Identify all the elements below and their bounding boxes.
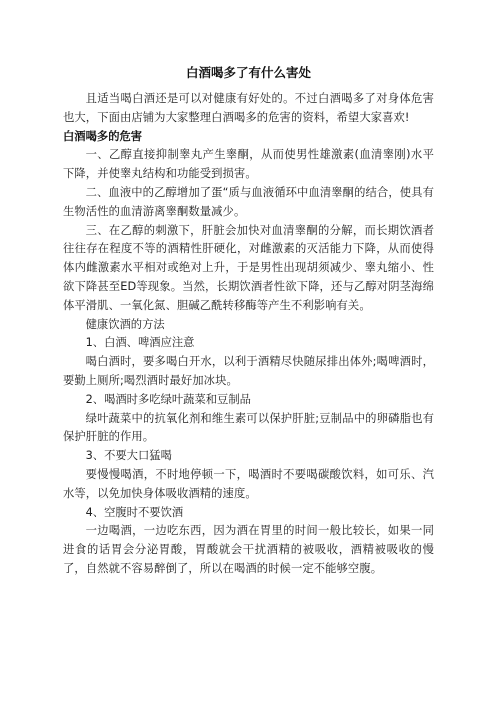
section-heading-methods: 健康饮酒的方法: [85, 317, 165, 331]
method-label-1: 1、白酒、啤酒应注意: [85, 336, 195, 350]
harm-paragraph-2: 二、血液中的乙醇增加了蛋“质与血液循环中血清睾酮的结合，使具有生物活性的血清游离睾酮数量减少。: [63, 185, 434, 218]
method-text-4: 一边喝酒，一边吃东西，因为酒在胃里的时间一般比较长，如果一同进食的话胃会分泌胃酸，胃酸就会干扰酒精的被吸收，酒精被吸收的慢了，自然就不容易醉倒了，所以在喝酒的时候一定不能够空腹。: [63, 524, 434, 575]
method-text-2: 绿叶蔬菜中的抗氧化剂和维生素可以保护肝脏;豆制品中的卵磷脂也有保护肝脏的作用。: [63, 411, 434, 444]
method-label-3: 3、不要大口猛喝: [85, 449, 172, 463]
method-text-3: 要慢慢喝酒，不时地停顿一下，喝酒时不要喝碳酸饮料，如可乐、汽水等，以免加快身体吸收酒精的速度。: [63, 467, 434, 500]
method-label-4: 4、空腹时不要饮酒: [85, 505, 184, 519]
document-title: 白酒喝多了有什么害处: [185, 65, 311, 80]
intro-paragraph: 且适当喝白酒还是可以对健康有好处的。不过白酒喝多了对身体危害也大，下面由店铺为大家整理白酒喝多的危害的资料，希望大家喜欢!: [63, 92, 434, 124]
harm-paragraph-3: 三、在乙醇的刺激下，肝脏会加快对血清睾酮的分解，而长期饮酒者往往存在程度不等的酒精性肝硬化，对雌激素的灭活能力下降，从而使得体内雌激素水平相对或绝对上升，于是男性出现胡须减少、睾丸缩小、性欲下降甚至ED等现象。当然，长期饮酒者性欲下降，还与乙醇对阴茎海绵体平滑肌、一氧化氮、胆碱乙酰转移酶等产生不利影响有关。: [63, 223, 434, 312]
section-heading-harms: 白酒喝多的危害: [63, 129, 143, 143]
harm-paragraph-1: 一、乙醇直接抑制睾丸产生睾酮，从而使男性雄激素(血清睾刚)水平下降，并使睾丸结构和功能受到损害。: [63, 148, 434, 181]
method-label-2: 2、喝酒时多吃绿叶蔬菜和豆制品: [85, 392, 251, 406]
method-text-1: 喝白酒时，要多喝白开水，以利于酒精尽快随尿排出体外;喝啤酒时，要勤上厕所;喝烈酒时最好加冰块。: [63, 355, 434, 387]
